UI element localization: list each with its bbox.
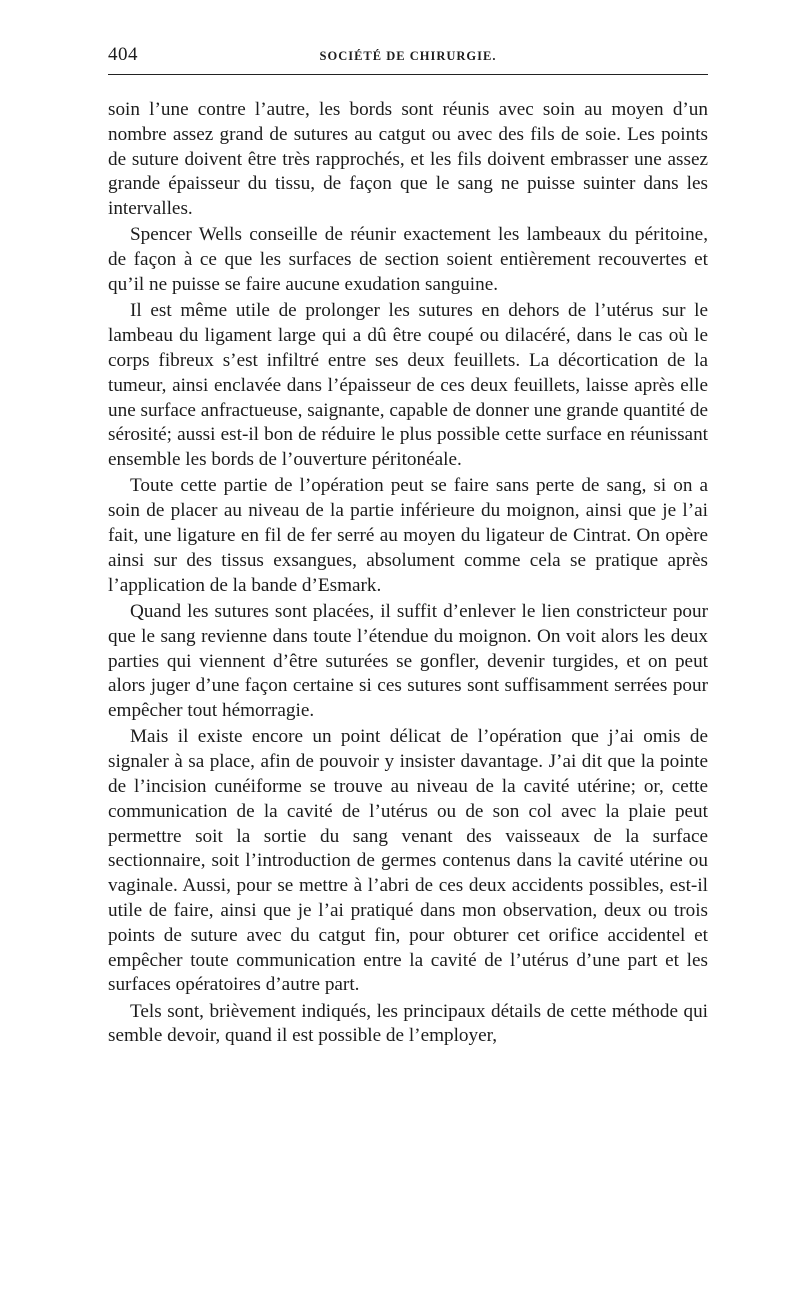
paragraph-sans-perte-de-sang: Toute cette partie de l’opération peut se faire sans perte de sang, si on a soin de placer au niveau de la partie inférieure du moignon, ainsi que je l’ai fait, une ligature en fil de fer serré au moyen du ligateur de Cintrat. On opère ainsi sur des tissus exsangues, absolument comme cela se pratique après l’application de la bande d’Esmark. — [108, 475, 708, 596]
paragraph-lien-constricteur: Quand les sutures sont placées, il suffit d’enlever le lien constricteur pour que le sang revienne dans toute l’étendue du moignon. On voit alors les deux parties qui viennent d’être suturées se gonfler, devenir turgides, et on peut alors juger d’une façon certaine si ces sutures sont suffisamment serrées pour empêcher tout hémorragie. — [108, 600, 708, 722]
running-title: SOCIÉTÉ DE CHIRURGIE. — [319, 49, 497, 63]
paragraph-continued: soin l’une contre l’autre, les bords sont réunis avec soin au moyen d’un nombre assez grand de sutures au catgut ou avec des fils de soie. Les points de suture doivent être très rapprochés, et les fils doivent embrasser une assez grande épaisseur du tissu, de façon que le sang ne puisse suinter dans les intervalles. — [108, 99, 708, 220]
body-text — [108, 98, 708, 1051]
paragraph-conclusion: Tels sont, brièvement indiqués, les principaux détails de cette méthode qui semble devoir, quand il est possible de l’employer, — [108, 1000, 708, 1047]
header-rule — [108, 74, 708, 75]
paragraph-point-delicat: Mais il existe encore un point délicat de l’opération que j’ai omis de signaler à sa place, afin de pouvoir y insister davantage. J’ai dit que la pointe de l’incision cunéiforme se trouve au niveau de la cavité utérine; or, cette communication de la cavité de l’utérus ou de son col avec la plaie peut permettre soit la sortie du sang venant des vaisseaux de la surface sectionnaire, soit l’introduction de germes contenus dans la cavité utérine ou vaginale. Aussi, pour se mettre à l’abri de ces deux accidents possibles, est-il utile de faire, ainsi que je l’ai pratiqué dans mon observation, deux ou trois points de suture avec du catgut fin, pour obturer cet orifice accidentel et empêcher toute communication entre la cavité de l’utérus d’une part et les surfaces opératoires d’autre part. — [108, 726, 708, 996]
book-page — [108, 40, 708, 1047]
page-header — [108, 40, 708, 74]
paragraph-spencer-wells: Spencer Wells conseille de réunir exactement les lambeaux du péritoine, de façon à ce que les surfaces de section soient entièrement recouvertes et qu’il ne puisse se faire aucune exudation sanguine. — [108, 224, 708, 296]
paragraph-prolonger-sutures: Il est même utile de prolonger les sutures en dehors de l’utérus sur le lambeau du ligament large qui a dû être coupé ou dilacéré, dans le cas où le corps fibreux s’est infiltré entre ses deux feuillets. La décortication de la tumeur, ainsi enclavée dans l’épaisseur de ces deux feuillets, laisse après elle une surface anfractueuse, saignante, capable de donner une grande quantité de sérosité; aussi est-il bon de réduire le plus possible cette surface en réunissant ensemble les bords de l’ouverture péritonéale. — [108, 300, 708, 471]
page-number: 404 — [108, 44, 138, 65]
